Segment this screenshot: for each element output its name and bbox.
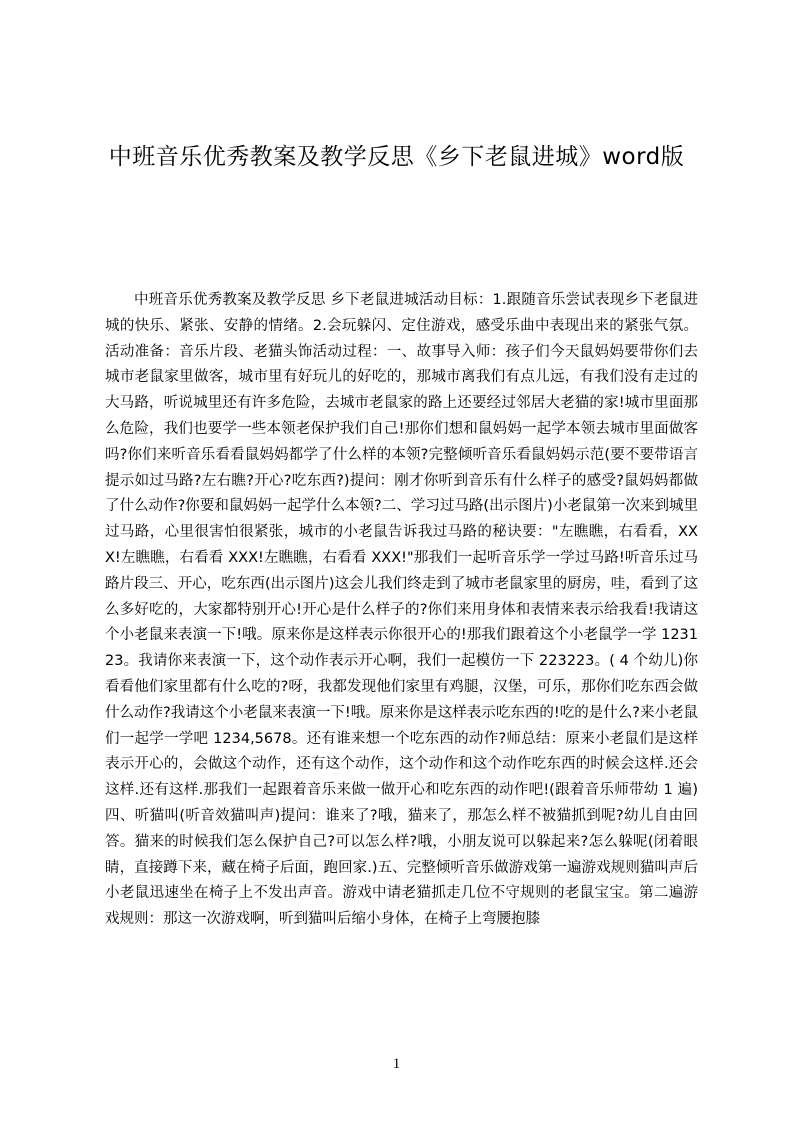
- document-body-paragraph: 中班音乐优秀教案及教学反思 乡下老鼠进城活动目标：1.跟随音乐尝试表现乡下老鼠进城的快乐、紧张、安静的情绪。2.会玩躲闪、定住游戏，感受乐曲中表现出来的紧张气氛。活动准备：音乐片段、老猫头饰活动过程：一、故事导入师：孩子们今天鼠妈妈要带你们去城市老鼠家里做客，城市里有好玩儿的好吃的，那城市离我们有点儿远，有我们没有走过的大马路，听说城里还有许多危险，去城市老鼠家的路上还要经过邻居大老猫的家!城市里面那么危险，我们也要学一些本领老保护我们自己!那你们想和鼠妈妈一起学本领去城市里面做客吗?你们来听音乐看看鼠妈妈都学了什么样的本领?完整倾听音乐看鼠妈妈示范(要不要带语言提示如过马路?左右瞧?开心?吃东西?)提问：刚才你听到音乐有什么样子的感受?鼠妈妈都做了什么动作?你要和鼠妈妈一起学什么本领?二、学习过马路(出示图片)小老鼠第一次来到城里过马路，心里很害怕很紧张，城市的小老鼠告诉我过马路的秘诀要："左瞧瞧，右看看，XXX!左瞧瞧，右看看 XXX!左瞧瞧，右看看 XXX!"那我们一起听音乐学一学过马路!听音乐过马路片段三、开心，吃东西(出示图片)这会儿我们终走到了城市老鼠家里的厨房，哇，看到了这么多好吃的，大家都特别开心!开心是什么样子的?你们来用身体和表情来表示给我看!我请这个小老鼠来表演一下!哦。原来你是这样表示你很开心的!那我们跟着这个小老鼠学一学 123123。我请你来表演一下，这个动作表示开心啊，我们一起模仿一下 223223。( 4 个幼儿)你看看他们家里都有什么吃的?呀，我都发现他们家里有鸡腿，汉堡，可乐，那你们吃东西会做什么动作?我请这个小老鼠来表演一下!哦。原来你是这样表示吃东西的!吃的是什么?来小老鼠们一起学一学吧 1234,5678。还有谁来想一个吃东西的动作?师总结：原来小老鼠们是这样表示开心的，会做这个动作，还有这个动作，这个动作和这个动作吃东西的时候会这样.还会这样.还有这样.那我们一起跟着音乐来做一做开心和吃东西的动作吧!(跟着音乐师带幼 1 遍)四、听猫叫(听音效猫叫声)提问：谁来了?哦，猫来了，那怎么样不被猫抓到呢?幼儿自由回答。猫来的时候我们怎么保护自己?可以怎么样?哦，小朋友说可以躲起来?怎么躲呢(闭着眼睛，直接蹲下来，藏在椅子后面，跑回家.)五、完整倾听音乐做游戏第一遍游戏规则猫叫声后小老鼠迅速坐在椅子上不发出声音。游戏中请老猫抓走几位不守规则的老鼠宝宝。第二遍游戏规则：那这一次游戏啊，听到猫叫后缩小身体，在椅子上弯腰抱膝: [105, 292, 698, 928]
- page-number: 1: [392, 1056, 401, 1072]
- document-title: 中班音乐优秀教案及教学反思《乡下老鼠进城》word版: [108, 144, 685, 170]
